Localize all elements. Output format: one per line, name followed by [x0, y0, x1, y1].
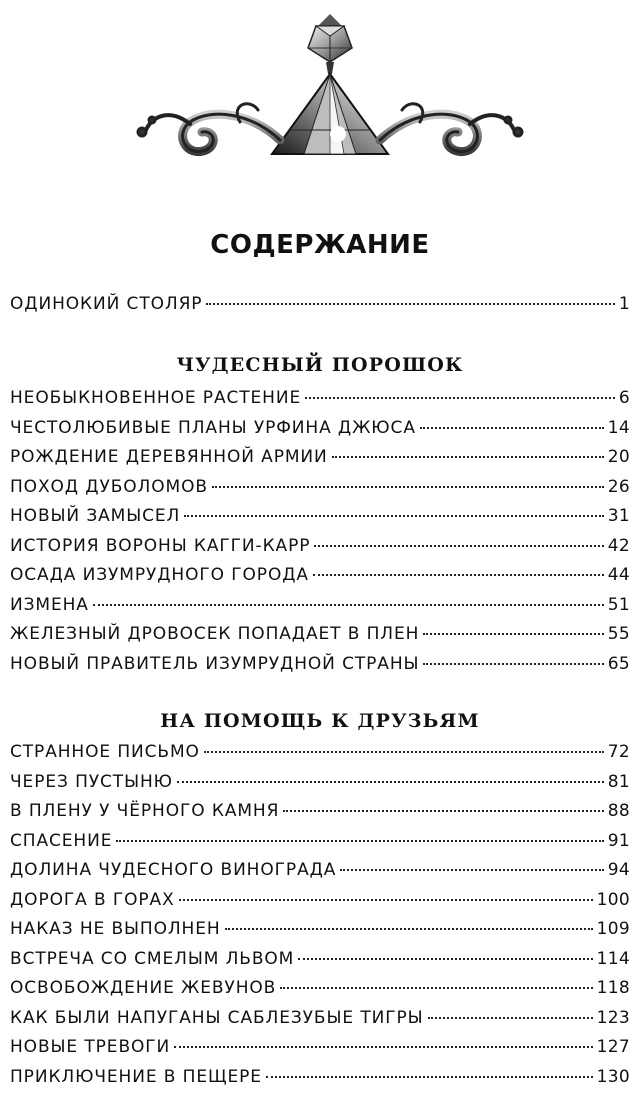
- toc-entry-title: ИСТОРИЯ ВОРОНЫ КАГГИ-КАРР: [10, 535, 311, 556]
- toc-entry[interactable]: [10, 1008, 630, 1038]
- toc-entry-page: 14: [607, 417, 630, 438]
- section-heading: НА ПОМОЩЬ К ДРУЗЬЯМ: [160, 710, 480, 732]
- toc-entry-title: НОВЫЙ ПРАВИТЕЛЬ ИЗУМРУДНОЙ СТРАНЫ: [10, 653, 420, 674]
- leader-dots: [206, 302, 614, 305]
- toc-entry-title: НЕОБЫКНОВЕННОЕ РАСТЕНИЕ: [10, 388, 302, 408]
- leader-dots: [314, 544, 603, 547]
- leader-dots: [283, 809, 603, 812]
- toc-entry-title: ВСТРЕЧА СО СМЕЛЫМ ЛЬВОМ: [10, 948, 295, 969]
- leader-dots: [298, 957, 592, 960]
- leader-dots: [428, 1016, 593, 1019]
- top-jewel: [308, 14, 352, 74]
- page-title: СОДЕРЖАНИЕ: [210, 230, 430, 260]
- crown-ornament-icon: [130, 12, 530, 172]
- leader-dots: [204, 750, 604, 753]
- leader-dots: [423, 632, 603, 635]
- toc-entry-title: НОВЫЙ ЗАМЫСЕЛ: [10, 506, 181, 526]
- toc-section-2: [10, 742, 630, 1096]
- leader-dots: [313, 573, 604, 576]
- toc-entry-title: В ПЛЕНУ У ЧЁРНОГО КАМНЯ: [10, 801, 280, 821]
- toc-entry-page: 100: [596, 889, 630, 910]
- toc-entry-page: 91: [607, 830, 630, 851]
- leader-dots: [280, 986, 592, 989]
- leader-dots: [266, 1075, 593, 1078]
- section-heading: ЧУДЕСНЫЙ ПОРОШОК: [176, 354, 464, 376]
- leader-dots: [420, 426, 604, 429]
- toc-entry-title: ЖЕЛЕЗНЫЙ ДРОВОСЕК ПОПАДАЕТ В ПЛЕН: [10, 624, 420, 644]
- toc-entry[interactable]: [10, 742, 630, 772]
- toc-entry[interactable]: [10, 506, 630, 536]
- toc-entry-title: СПАСЕНИЕ: [10, 830, 113, 851]
- toc-entry-title: РОЖДЕНИЕ ДЕРЕВЯННОЙ АРМИИ: [10, 447, 328, 467]
- toc-entry[interactable]: [10, 1037, 630, 1067]
- leader-dots: [93, 603, 604, 606]
- toc-entry-page: 42: [607, 535, 630, 556]
- leader-dots: [225, 927, 593, 930]
- toc-entry-page: 51: [607, 594, 630, 615]
- toc-entry-page: 26: [607, 476, 630, 497]
- toc-entry-title: ДОЛИНА ЧУДЕСНОГО ВИНОГРАДА: [10, 860, 337, 880]
- leader-dots: [174, 1045, 592, 1048]
- toc-entry-title: ОСВОБОЖДЕНИЕ ЖЕВУНОВ: [10, 978, 277, 998]
- toc-entry[interactable]: [10, 294, 630, 324]
- toc-entry[interactable]: [10, 565, 630, 595]
- main-gem: [272, 74, 388, 154]
- toc-entry-title: ПОХОД ДУБОЛОМОВ: [10, 476, 208, 497]
- toc-intro: [10, 294, 630, 324]
- toc-entry[interactable]: [10, 388, 630, 418]
- toc-entry-page: 118: [596, 978, 630, 998]
- toc-entry-title: ЧЕРЕЗ ПУСТЫНЮ: [10, 771, 173, 792]
- toc-entry-title: НАКАЗ НЕ ВЫПОЛНЕН: [10, 919, 221, 939]
- toc-entry-title: ОСАДА ИЗУМРУДНОГО ГОРОДА: [10, 565, 309, 585]
- toc-entry-page: 127: [596, 1037, 630, 1057]
- leader-dots: [212, 485, 604, 488]
- toc-entry[interactable]: [10, 1067, 630, 1097]
- leader-dots: [116, 839, 603, 842]
- toc-entry-title: ПРИКЛЮЧЕНИЕ В ПЕЩЕРЕ: [10, 1066, 262, 1087]
- toc-entry-page: 114: [596, 948, 630, 969]
- toc-entry-page: 65: [607, 653, 630, 674]
- toc-section-1: [10, 388, 630, 683]
- toc-entry[interactable]: [10, 949, 630, 979]
- toc-entry-page: 6: [618, 388, 630, 408]
- toc-entry-page: 31: [607, 506, 630, 526]
- toc-entry[interactable]: [10, 536, 630, 566]
- toc-entry-page: 81: [607, 771, 630, 792]
- toc-entry-title: ДОРОГА В ГОРАХ: [10, 889, 175, 910]
- toc-entry[interactable]: [10, 595, 630, 625]
- toc-entry-page: 130: [596, 1066, 630, 1087]
- toc-entry-page: 123: [596, 1007, 630, 1028]
- toc-entry[interactable]: [10, 831, 630, 861]
- right-scroll: [380, 104, 522, 152]
- toc-entry-page: 72: [607, 742, 630, 762]
- toc-entry-title: ОДИНОКИЙ СТОЛЯР: [10, 294, 203, 314]
- toc-entry-title: КАК БЫЛИ НАПУГАНЫ САБЛЕЗУБЫЕ ТИГРЫ: [10, 1007, 424, 1028]
- leader-dots: [332, 455, 604, 458]
- leader-dots: [340, 868, 603, 871]
- toc-entry[interactable]: [10, 624, 630, 654]
- toc-entry-page: 94: [607, 860, 630, 880]
- toc-entry-title: СТРАННОЕ ПИСЬМО: [10, 742, 200, 762]
- toc-entry-page: 55: [607, 624, 630, 644]
- left-scroll: [138, 104, 280, 152]
- toc-entry-page: 88: [607, 801, 630, 821]
- leader-dots: [184, 514, 604, 517]
- toc-entry[interactable]: [10, 477, 630, 507]
- toc-entry[interactable]: [10, 447, 630, 477]
- toc-entry[interactable]: [10, 919, 630, 949]
- leader-dots: [177, 780, 604, 783]
- toc-entry-title: ИЗМЕНА: [10, 594, 89, 615]
- toc-entry-page: 1: [618, 294, 630, 314]
- toc-entry[interactable]: [10, 860, 630, 890]
- toc-entry-page: 20: [607, 447, 630, 467]
- toc-entry[interactable]: [10, 801, 630, 831]
- toc-entry[interactable]: [10, 978, 630, 1008]
- toc-entry-page: 109: [596, 919, 630, 939]
- toc-entry-page: 44: [607, 565, 630, 585]
- toc-entry-title: НОВЫЕ ТРЕВОГИ: [10, 1037, 171, 1057]
- toc-entry-title: ЧЕСТОЛЮБИВЫЕ ПЛАНЫ УРФИНА ДЖЮСА: [10, 417, 416, 438]
- leader-dots: [305, 396, 615, 399]
- toc-entry[interactable]: [10, 418, 630, 448]
- leader-dots: [179, 898, 593, 901]
- leader-dots: [423, 662, 603, 665]
- toc-entry[interactable]: [10, 890, 630, 920]
- toc-entry[interactable]: [10, 772, 630, 802]
- toc-entry[interactable]: [10, 654, 630, 684]
